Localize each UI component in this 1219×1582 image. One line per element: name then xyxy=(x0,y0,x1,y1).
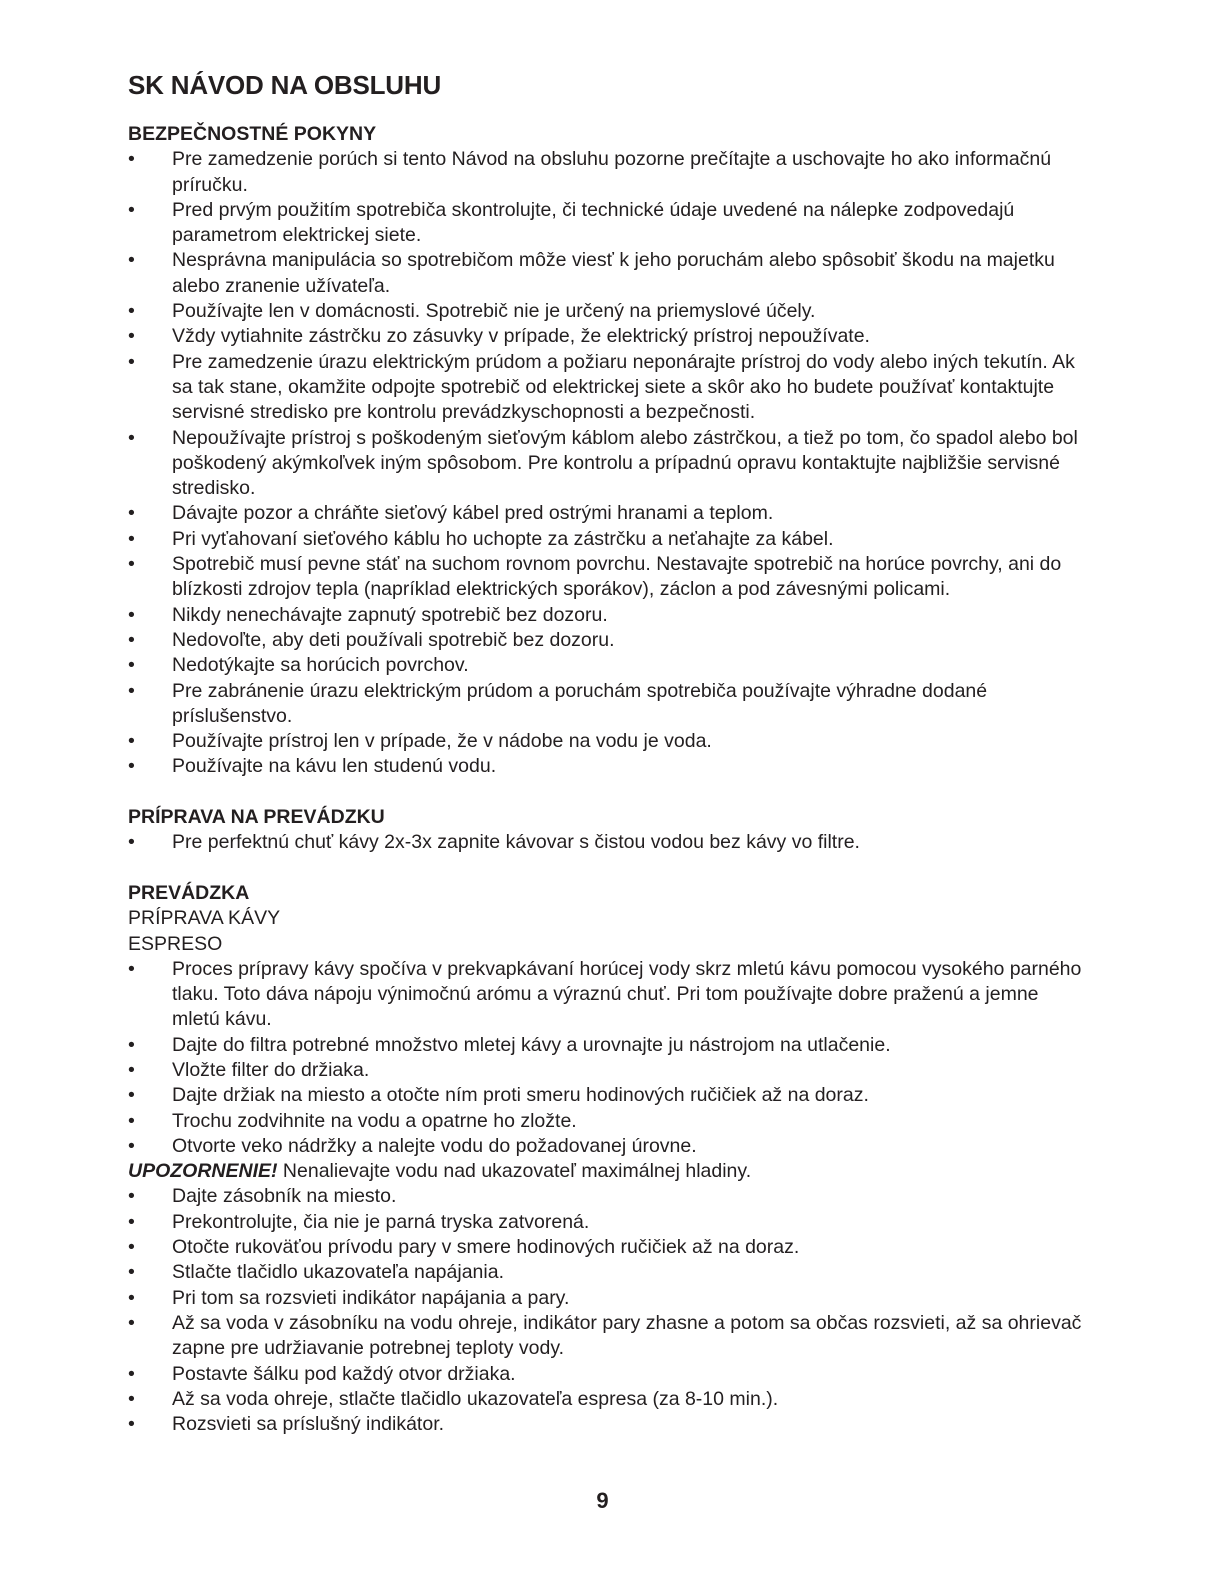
bullet-icon: • xyxy=(128,1261,135,1284)
list-item-text: Otočte rukoväťou prívodu pary v smere hodinových ručičiek až na doraz. xyxy=(172,1236,800,1259)
list-item xyxy=(128,1083,1087,1108)
list-item-text: Vždy vytiahnite zástrčku zo zásuvky v prípade, že elektrický prístroj nepoužívate. xyxy=(172,325,870,348)
list-item-text: Pri vyťahovaní sieťového káblu ho uchopte za zástrčku a neťahajte za kábel. xyxy=(172,527,834,550)
bullet-icon: • xyxy=(128,1210,135,1233)
list-item-text: Spotrebič musí pevne stáť na suchom rovnom povrchu. Nestavajte spotrebič na horúce povrchy, ani do blízkosti zdrojov tepla (napríklad elektrických sporákov), záclon a pod závesnými policami. xyxy=(172,553,1062,601)
list-item-text: Až sa voda v zásobníku na vodu ohreje, indikátor pary zhasne a potom sa občas rozsvieti, až sa ohrievač zapne pre udržiavanie potrebnej teploty vody. xyxy=(172,1311,1082,1360)
list-item xyxy=(128,1058,1087,1083)
bullet-icon: • xyxy=(128,502,135,525)
bullet-icon: • xyxy=(128,1134,135,1157)
bullet-icon: • xyxy=(128,1185,135,1208)
bullet-icon: • xyxy=(128,1362,135,1385)
list-item xyxy=(128,1260,1087,1285)
warning-note xyxy=(128,1159,1088,1184)
bullet-list xyxy=(128,830,1088,855)
list-item xyxy=(128,1311,1087,1362)
list-item-text: Používajte len v domácnosti. Spotrebič nie je určený na priemyslové účely. xyxy=(172,300,816,323)
bullet-icon: • xyxy=(128,1058,135,1081)
page-number: 9 xyxy=(596,1488,609,1513)
list-item-text: Prekontrolujte, čia nie je parná tryska zatvorená. xyxy=(172,1210,590,1233)
bullet-icon: • xyxy=(128,1286,135,1309)
list-item xyxy=(128,653,1087,678)
list-item xyxy=(128,299,1087,324)
bullet-icon: • xyxy=(128,553,135,576)
list-item-text: Otvorte veko nádržky a nalejte vodu do požadovanej úrovne. xyxy=(172,1134,697,1157)
list-item-text: Nesprávna manipulácia so spotrebičom môže viesť k jeho poruchám alebo spôsobiť škodu na majetku alebo zranenie užívateľa. xyxy=(172,249,1055,297)
list-item-text: Proces prípravy kávy spočíva v prekvapkávaní horúcej vody skrz mletú kávu pomocou vysokého parného tlaku. Toto dáva nápoju výnimočnú arómu a výraznú chuť. Pri tom používajte dobre praženú a jemne mletú kávu. xyxy=(172,957,1082,1031)
list-item xyxy=(128,1109,1087,1134)
bullet-icon: • xyxy=(128,148,135,171)
list-item-text: Rozsvieti sa príslušný indikátor. xyxy=(172,1413,445,1436)
bullet-icon: • xyxy=(128,1387,135,1410)
list-item xyxy=(128,1412,1087,1437)
bullet-icon: • xyxy=(128,1236,135,1259)
list-item xyxy=(128,350,1087,426)
list-item-text: Trochu zodvihnite na vodu a opatrne ho zložte. xyxy=(172,1109,577,1132)
bullet-icon: • xyxy=(128,325,135,348)
bullet-icon: • xyxy=(128,249,135,272)
list-item xyxy=(128,1134,1087,1159)
section-heading: PRÍPRAVA NA PREVÁDZKU xyxy=(128,806,385,829)
warning-label: UPOZORNENIE! xyxy=(128,1160,278,1183)
bullet-list xyxy=(128,147,1088,779)
bullet-icon: • xyxy=(128,603,135,626)
list-item-text: Postavte šálku pod každý otvor držiaka. xyxy=(172,1362,516,1385)
bullet-icon: • xyxy=(128,730,135,753)
section-0 xyxy=(128,122,1088,780)
list-item-text: Pre zamedzenie porúch si tento Návod na obsluhu pozorne prečítajte a uschovajte ho ako informačnú príručku. xyxy=(172,148,1052,196)
list-item xyxy=(128,1362,1087,1387)
bullet-icon: • xyxy=(128,957,135,980)
list-item xyxy=(128,1033,1087,1058)
bullet-icon: • xyxy=(128,831,135,854)
list-item xyxy=(128,830,1087,855)
list-item-text: Používajte na kávu len studenú vodu. xyxy=(172,755,497,778)
bullet-icon: • xyxy=(128,300,135,323)
list-item-text: Pre perfektnú chuť kávy 2x-3x zapnite kávovar s čistou vodou bez kávy vo filtre. xyxy=(172,831,860,854)
list-item xyxy=(128,729,1087,754)
section-heading: PREVÁDZKA xyxy=(128,881,250,904)
list-item-text: Nikdy nenechávajte zapnutý spotrebič bez dozoru. xyxy=(172,603,608,626)
list-item xyxy=(128,426,1087,502)
list-item-text: Pre zamedzenie úrazu elektrickým prúdom a požiaru neponárajte prístroj do vody alebo iných tekutín. Ak sa tak stane, okamžite odpojte spotrebič od elektrickej siete a skôr ako ho budete používať kontaktujte servisné stredisko pre kontrolu prevádzkyschopnosti a bezpečnosti. xyxy=(172,350,1075,424)
list-item-text: Až sa voda ohreje, stlačte tlačidlo ukazovateľa espresa (za 8-10 min.). xyxy=(172,1387,779,1410)
bullet-icon: • xyxy=(128,1109,135,1132)
list-item xyxy=(128,1184,1087,1209)
list-item xyxy=(128,1210,1087,1235)
list-item xyxy=(128,603,1087,628)
bullet-icon: • xyxy=(128,679,135,702)
bullet-icon: • xyxy=(128,654,135,677)
list-item xyxy=(128,957,1087,1033)
list-item-text: Dajte zásobník na miesto. xyxy=(172,1185,397,1208)
bullet-list xyxy=(128,1184,1088,1437)
bullet-icon: • xyxy=(128,628,135,651)
bullet-icon: • xyxy=(128,1033,135,1056)
bullet-icon: • xyxy=(128,198,135,221)
list-item-text: Dajte do filtra potrebné množstvo mletej kávy a urovnajte ju nástrojom na utlačenie. xyxy=(172,1033,891,1056)
list-item-text: Vložte filter do držiaka. xyxy=(172,1058,370,1081)
list-item-text: Používajte prístroj len v prípade, že v nádobe na vodu je voda. xyxy=(172,730,712,753)
list-item-text: Nepoužívajte prístroj s poškodeným sieťovým káblom alebo zástrčkou, a tiež po tom, čo spadol alebo bol poškodený akýmkoľvek iným spôsobom. Pre kontrolu a prípadnú opravu kontaktujte najbližšie servisné stredisko. xyxy=(172,426,1078,500)
bullet-icon: • xyxy=(128,1413,135,1436)
list-item xyxy=(128,147,1087,198)
bullet-icon: • xyxy=(128,426,135,449)
list-item xyxy=(128,501,1087,526)
list-item xyxy=(128,248,1087,299)
list-item xyxy=(128,754,1087,779)
list-item xyxy=(128,198,1087,249)
subheading: ESPRESO xyxy=(128,932,223,955)
warning-text: Nenalievajte vodu nad ukazovateľ maximálnej hladiny. xyxy=(277,1160,752,1183)
bullet-icon: • xyxy=(128,350,135,373)
list-item xyxy=(128,1235,1087,1260)
document-title: SK NÁVOD NA OBSLUHU xyxy=(128,70,442,100)
bullet-icon: • xyxy=(128,1311,135,1334)
list-item-text: Stlačte tlačidlo ukazovateľa napájania. xyxy=(172,1261,504,1284)
list-item-text: Nedotýkajte sa horúcich povrchov. xyxy=(172,654,469,677)
list-item-text: Dávajte pozor a chráňte sieťový kábel pred ostrými hranami a teplom. xyxy=(172,502,774,525)
subheading: PRÍPRAVA KÁVY xyxy=(128,907,281,930)
list-item-text: Nedovoľte, aby deti používali spotrebič bez dozoru. xyxy=(172,628,615,651)
section-heading: BEZPEČNOSTNÉ POKYNY xyxy=(128,123,377,145)
list-item xyxy=(128,1387,1087,1412)
list-item-text: Pre zabránenie úrazu elektrickým prúdom a poruchám spotrebiča používajte výhradne dodané príslušenstvo. xyxy=(172,679,988,727)
bullet-list xyxy=(128,957,1088,1159)
bullet-icon: • xyxy=(128,1084,135,1107)
section-2 xyxy=(128,881,1088,1438)
bullet-icon: • xyxy=(128,527,135,550)
list-item xyxy=(128,552,1087,603)
list-item xyxy=(128,527,1087,552)
document-content xyxy=(128,100,1088,1437)
list-item-text: Pri tom sa rozsvieti indikátor napájania a pary. xyxy=(172,1286,570,1309)
list-item-text: Pred prvým použitím spotrebiča skontrolujte, či technické údaje uvedené na nálepke zodpovedajú parametrom elektrickej siete. xyxy=(172,198,1015,247)
section-1 xyxy=(128,805,1088,856)
list-item xyxy=(128,679,1087,730)
list-item-text: Dajte držiak na miesto a otočte ním proti smeru hodinových ručičiek až na doraz. xyxy=(172,1084,869,1107)
list-item xyxy=(128,628,1087,653)
list-item xyxy=(128,1286,1087,1311)
bullet-icon: • xyxy=(128,755,135,778)
document-page xyxy=(128,70,1088,1437)
list-item xyxy=(128,324,1087,349)
